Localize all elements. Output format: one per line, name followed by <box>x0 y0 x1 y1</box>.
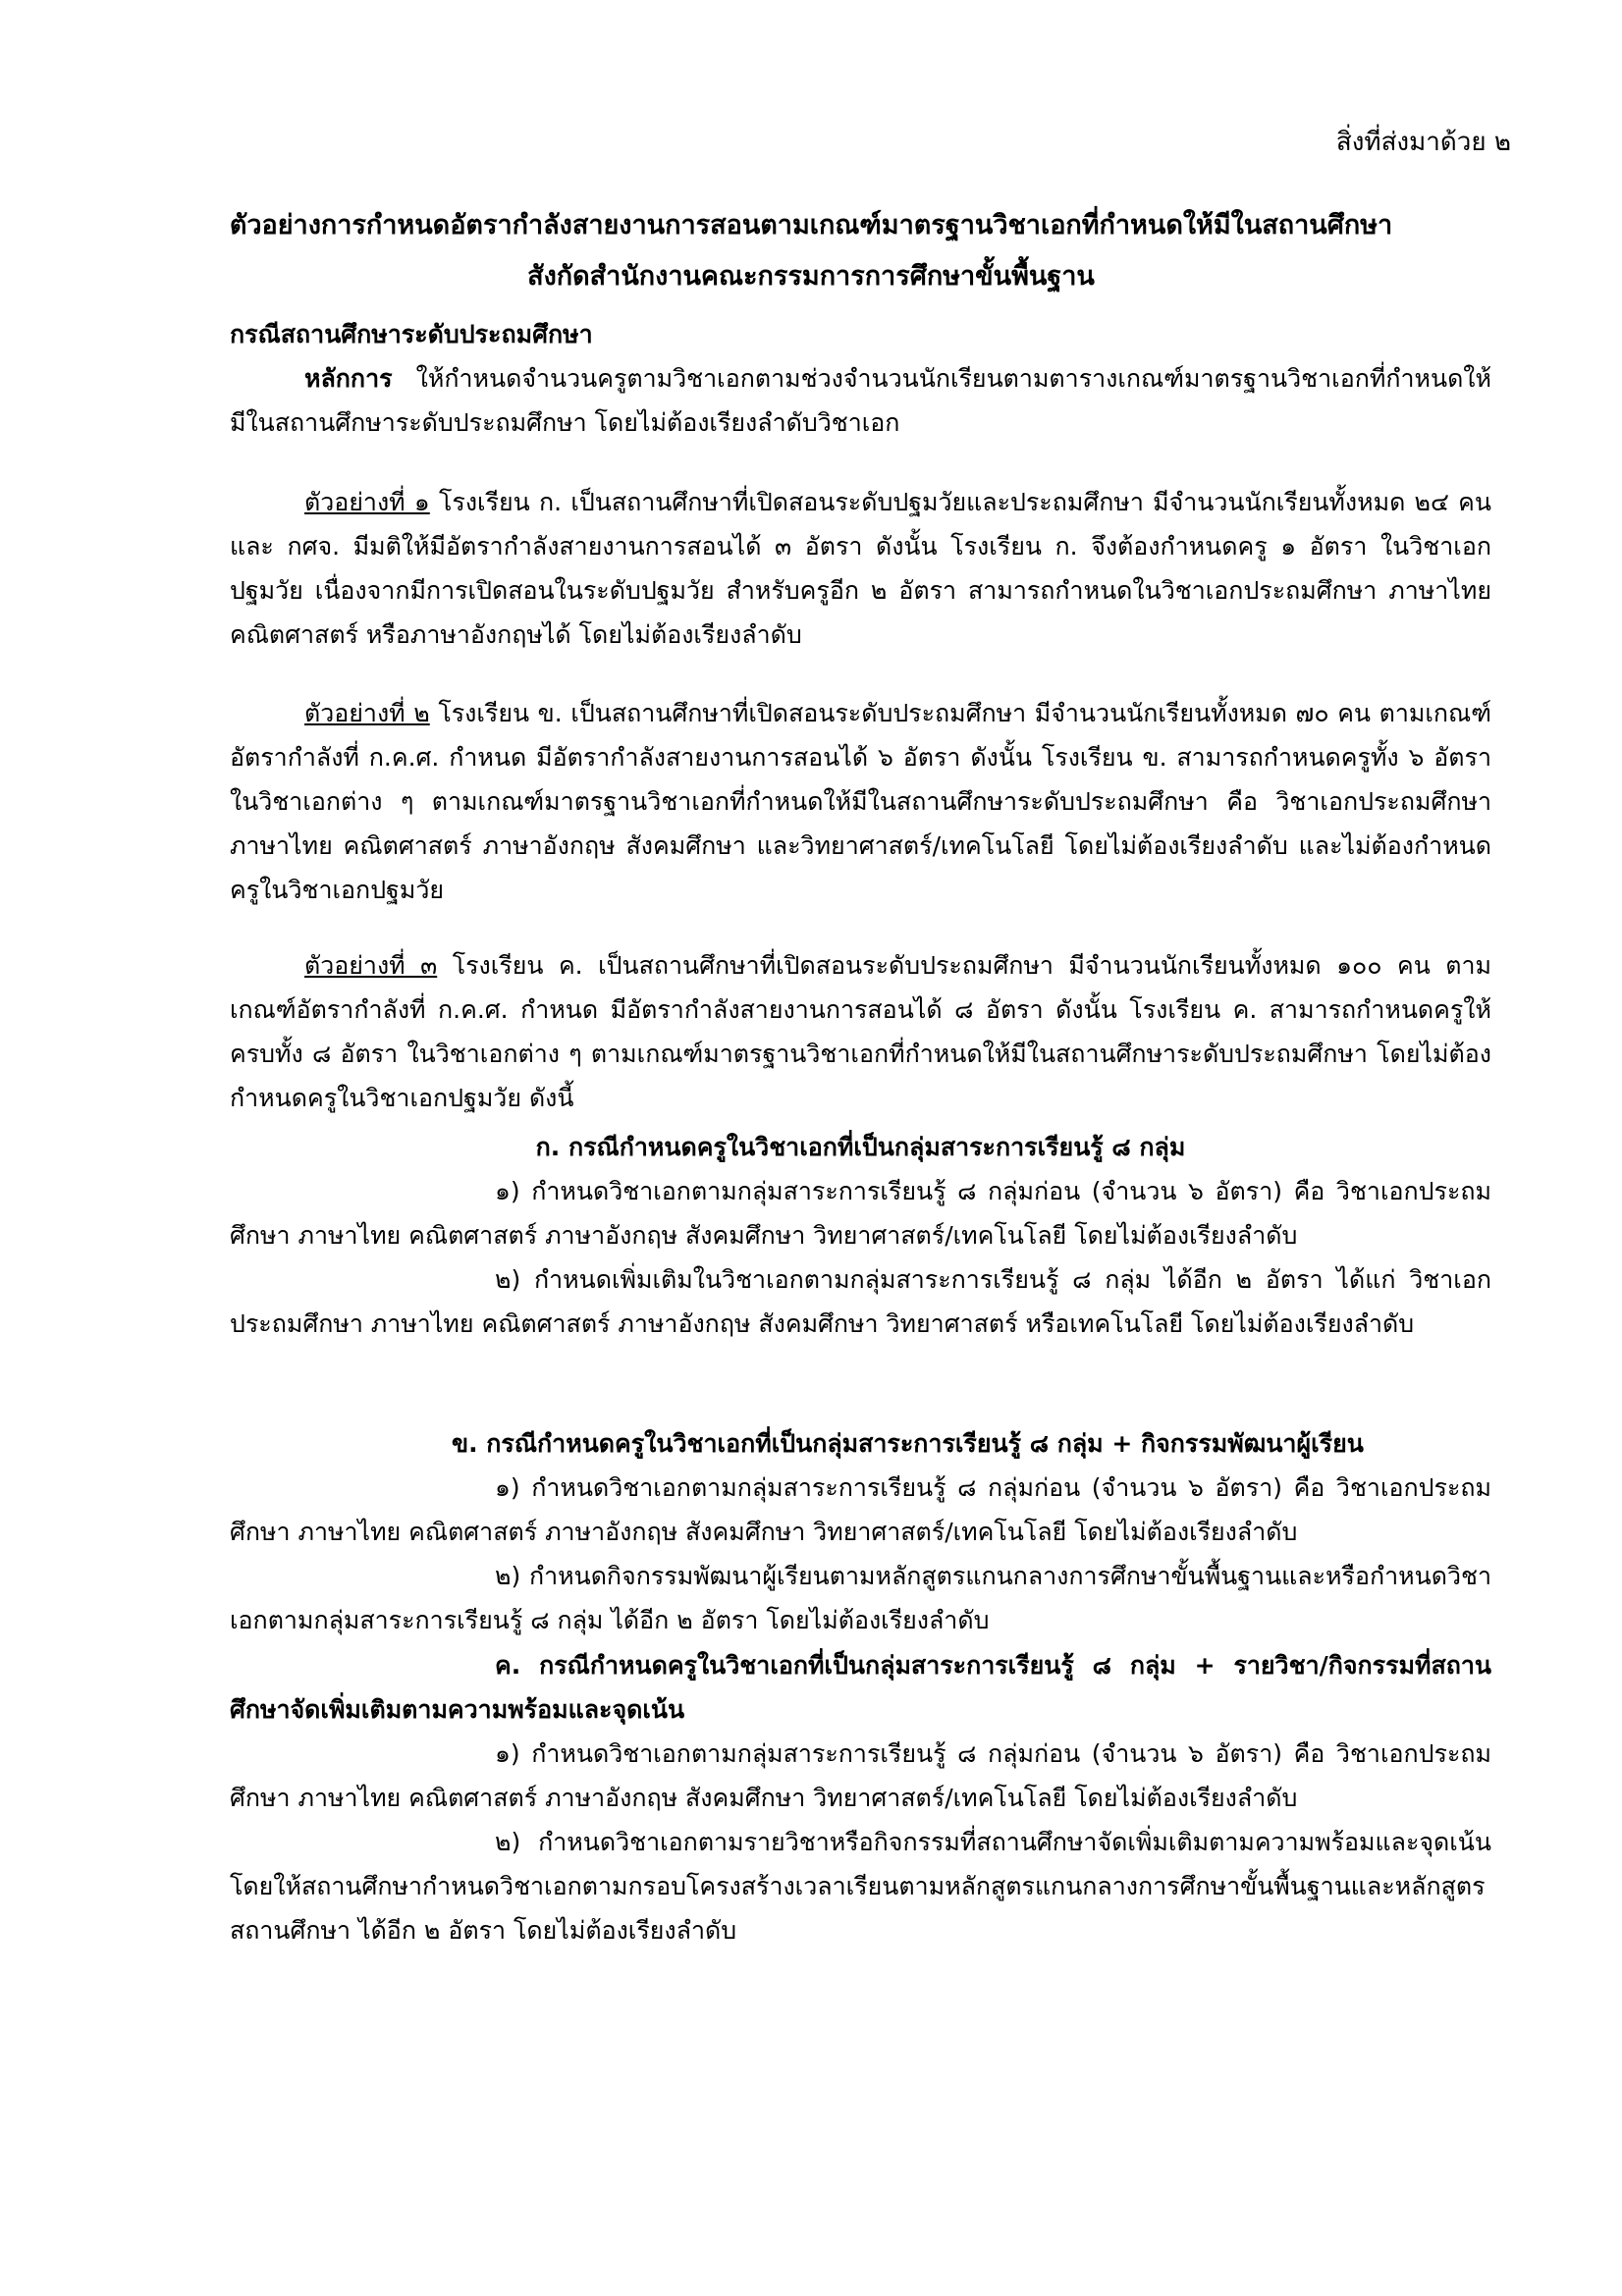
case-b-item-1: ๑) กำหนดวิชาเอกตามกลุ่มสาระการเรียนรู้ ๘ กลุ่มก่อน (จำนวน ๖ อัตรา) คือ วิชาเอกประถมศึกษา ภาษาไทย คณิตศาสตร์ ภาษาอังกฤษ สังคมศึกษา วิทยาศาสตร์/เทคโนโลยี โดยไม่ต้องเรียงลำดับ <box>230 1473 1491 1546</box>
case-c-item-1: ๑) กำหนดวิชาเอกตามกลุ่มสาระการเรียนรู้ ๘ กลุ่มก่อน (จำนวน ๖ อัตรา) คือ วิชาเอกประถมศึกษา ภาษาไทย คณิตศาสตร์ ภาษาอังกฤษ สังคมศึกษา วิทยาศาสตร์/เทคโนโลยี โดยไม่ต้องเรียงลำดับ <box>230 1739 1491 1812</box>
case-a-item-2: ๒) กำหนดเพิ่มเติมในวิชาเอกตามกลุ่มสาระการเรียนรู้ ๘ กลุ่ม ได้อีก ๒ อัตรา ได้แก่ วิชาเอกประถมศึกษา ภาษาไทย คณิตศาสตร์ ภาษาอังกฤษ สังคมศึกษา วิทยาศาสตร์ หรือเทคโนโลยี โดยไม่ต้องเรียงลำดับ <box>230 1265 1491 1338</box>
case-c <box>230 1643 1491 1952</box>
example-2-label: ตัวอย่างที่ ๒ <box>304 699 430 727</box>
title-line-1: ตัวอย่างการกำหนดอัตรากำลังสายงานการสอนตามเกณฑ์มาตรฐานวิชาเอกที่กำหนดให้มีในสถานศึกษา <box>229 210 1393 240</box>
case-b <box>230 1421 1491 1642</box>
example-1-text: โรงเรียน ก. เป็นสถานศึกษาที่เปิดสอนระดับปฐมวัยและประถมศึกษา มีจำนวนนักเรียนทั้งหมด ๒๔ คน และ กศจ. มีมติให้มีอัตรากำลังสายงานการสอนได้ ๓ อัตรา ดังนั้น โรงเรียน ก. จึงต้องกำหนดครู ๑ อัตรา ในวิชาเอกปฐมวัย เนื่องจากมีการเปิดสอนในระดับปฐมวัย สำหรับครูอีก ๒ อัตรา สามารถกำหนดในวิชาเอกประถมศึกษา ภาษาไทย คณิตศาสตร์ หรือภาษาอังกฤษได้ โดยไม่ต้องเรียงลำดับ <box>230 488 1491 649</box>
principle-paragraph <box>230 356 1491 445</box>
section-heading: กรณีสถานศึกษาระดับประถมศึกษา <box>230 320 593 348</box>
document-title <box>98 200 1524 302</box>
example-3-text: โรงเรียน ค. เป็นสถานศึกษาที่เปิดสอนระดับประถมศึกษา มีจำนวนนักเรียนทั้งหมด ๑๐๐ คน ตามเกณฑ์อัตรากำลังที่ ก.ค.ศ. กำหนด มีอัตรากำลังสายงานการสอนได้ ๘ อัตรา ดังนั้น โรงเรียน ค. สามารถกำหนดครูให้ครบทั้ง ๘ อัตรา ในวิชาเอกต่าง ๆ ตามเกณฑ์มาตรฐานวิชาเอกที่กำหนดให้มีในสถานศึกษาระดับประถมศึกษา โดยไม่ต้องกำหนดครูในวิชาเอกปฐมวัย ดังนี้ <box>230 951 1492 1112</box>
attachment-label: สิ่งที่ส่งมาด้วย ๒ <box>1335 128 1511 157</box>
example-2-text: โรงเรียน ข. เป็นสถานศึกษาที่เปิดสอนระดับประถมศึกษา มีจำนวนนักเรียนทั้งหมด ๗๐ คน ตามเกณฑ์อัตรากำลังที่ ก.ค.ศ. กำหนด มีอัตรากำลังสายงานการสอนได้ ๖ อัตรา ดังนั้น โรงเรียน ข. สามารถกำหนดครูทั้ง ๖ อัตรา ในวิชาเอกต่าง ๆ ตามเกณฑ์มาตรฐานวิชาเอกที่กำหนดให้มีในสถานศึกษาระดับประถมศึกษา คือ วิชาเอกประถมศึกษา ภาษาไทย คณิตศาสตร์ ภาษาอังกฤษ สังคมศึกษา และวิทยาศาสตร์/เทคโนโลยี โดยไม่ต้องเรียงลำดับ และไม่ต้องกำหนดครูในวิชาเอกปฐมวัย <box>230 699 1491 904</box>
principle-text: ให้กำหนดจำนวนครูตามวิชาเอกตามช่วงจำนวนนักเรียนตามตารางเกณฑ์มาตรฐานวิชาเอกที่กำหนดให้มีในสถานศึกษาระดับประถมศึกษา โดยไม่ต้องเรียงลำดับวิชาเอก <box>230 364 1491 437</box>
case-a-heading: ก. กรณีกำหนดครูในวิชาเอกที่เป็นกลุ่มสาระการเรียนรู้ ๘ กลุ่ม <box>535 1133 1186 1161</box>
case-b-heading: ข. กรณีกำหนดครูในวิชาเอกที่เป็นกลุ่มสาระการเรียนรู้ ๘ กลุ่ม + กิจกรรมพัฒนาผู้เรียน <box>452 1429 1364 1458</box>
case-c-heading: ค. กรณีกำหนดครูในวิชาเอกที่เป็นกลุ่มสาระการเรียนรู้ ๘ กลุ่ม + รายวิชา/กิจกรรมที่สถานศึกษาจัดเพิ่มเติมตามความพร้อมและจุดเน้น <box>230 1651 1491 1724</box>
case-b-item-2: ๒) กำหนดกิจกรรมพัฒนาผู้เรียนตามหลักสูตรแกนกลางการศึกษาขั้นพื้นฐานและหรือกำหนดวิชาเอกตามกลุ่มสาระการเรียนรู้ ๘ กลุ่ม ได้อีก ๒ อัตรา โดยไม่ต้องเรียงลำดับ <box>230 1562 1491 1634</box>
title-line-2: สังกัดสำนักงานคณะกรรมการการศึกษาขั้นพื้นฐาน <box>527 261 1095 292</box>
section-primary <box>230 312 1491 445</box>
example-1 <box>230 480 1491 657</box>
case-c-item-2: ๒) กำหนดวิชาเอกตามรายวิชาหรือกิจกรรมที่สถานศึกษาจัดเพิ่มเติมตามความพร้อมและจุดเน้น โดยให้สถานศึกษากำหนดวิชาเอกตามกรอบโครงสร้างเวลาเรียนตามหลักสูตรแกนกลางการศึกษาขั้นพื้นฐานและหลักสูตรสถานศึกษา ได้อีก ๒ อัตรา โดยไม่ต้องเรียงลำดับ <box>230 1828 1491 1945</box>
case-a <box>230 1125 1491 1346</box>
example-1-label: ตัวอย่างที่ ๑ <box>304 488 430 516</box>
principle-label: หลักการ <box>304 364 393 393</box>
case-a-item-1: ๑) กำหนดวิชาเอกตามกลุ่มสาระการเรียนรู้ ๘ กลุ่มก่อน (จำนวน ๖ อัตรา) คือ วิชาเอกประถมศึกษา ภาษาไทย คณิตศาสตร์ ภาษาอังกฤษ สังคมศึกษา วิทยาศาสตร์/เทคโนโลยี โดยไม่ต้องเรียงลำดับ <box>230 1177 1491 1250</box>
example-3-label: ตัวอย่างที่ ๓ <box>304 951 438 980</box>
example-2 <box>230 691 1491 912</box>
example-3 <box>230 943 1491 1120</box>
